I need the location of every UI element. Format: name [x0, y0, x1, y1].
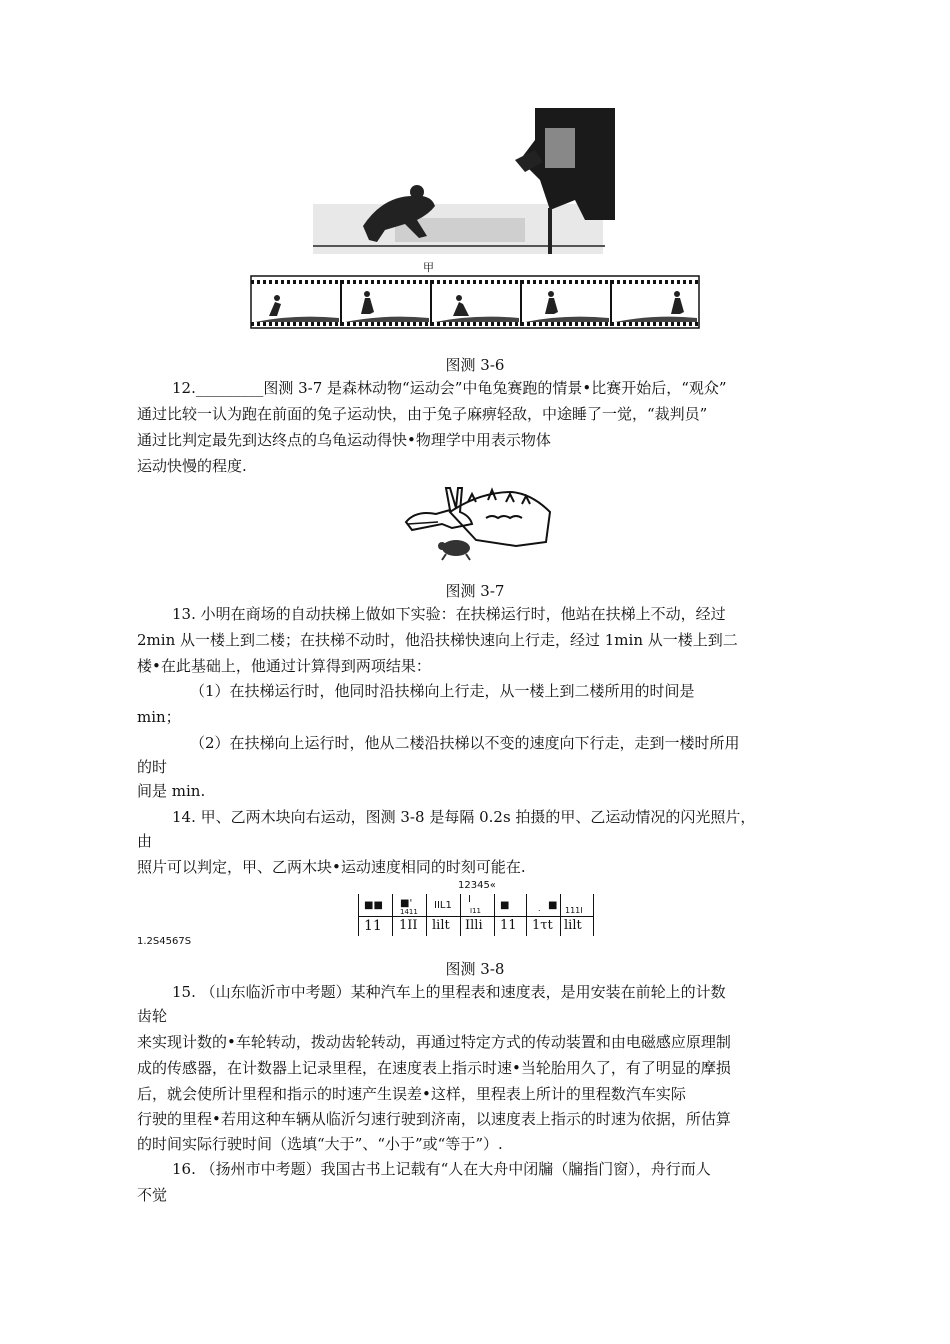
q13-line-8: 间是 min. [137, 782, 206, 800]
q13-line-4: （1）在扶梯运行时，他同时沿扶梯向上行走，从一楼上到二楼所用的时间是 [190, 682, 695, 700]
lower-cell-5: 11 [500, 918, 517, 933]
q13-line-6: （2）在扶梯向上运行时，他从二楼沿扶梯以不变的速度向下行走，走到一楼时所用 [190, 734, 740, 752]
lower-cell-3: lilt [432, 918, 450, 933]
q13-line-1: 13. 小明在商场的自动扶梯上做如下实验：在扶梯运行时，他站在扶梯上不动，经过 [172, 605, 726, 623]
photo-jia [313, 108, 615, 254]
q15-line-5: 后，就会使所计里程和指示的时速产生误差•这样，里程表上所计的里程数汽车实际 [137, 1085, 686, 1103]
q13-line-7: 的时 [137, 758, 168, 776]
q12-line-2: 通过比较一认为跑在前面的兔子运动快，由于兔子麻痹轻敌，中途睡了一觉，“裁判员” [137, 405, 708, 423]
upper-cell-2: ■' [400, 898, 413, 909]
upper-cell-4: I [468, 894, 471, 905]
q12-line-1: 12._________图测 3-7 是森林动物“运动会”中龟兔赛跑的情景•比赛开始后，“观众” [172, 379, 727, 397]
film-strip [251, 276, 699, 328]
upper-small-4: I11 [470, 907, 481, 915]
lower-cell-7: lilt [564, 918, 582, 933]
q15-line-7: 的时间实际行驶时间（选填“大于”、“小于”或“等于”）. [137, 1135, 503, 1153]
tortoise-hare-illustration [398, 482, 553, 562]
figure-3-7 [398, 482, 553, 562]
q15-line-2: 齿轮 [137, 1007, 168, 1025]
figure-3-6-image [245, 108, 705, 340]
q14-line-2: 由 [137, 832, 153, 850]
q15-line-1: 15. （山东临沂市中考题）某种汽车上的里程表和速度表，是用安装在前轮上的计数 [172, 983, 726, 1001]
lower-cell-2: 1II [399, 918, 418, 933]
q14-line-3: 照片可以判定，甲、乙两木块•运动速度相同的时刻可能在. [137, 858, 526, 876]
q15-line-6: 行驶的里程•若用这种车辆从临沂匀速行驶到济南，以速度表上指示的时速为依据，所估算 [137, 1110, 731, 1128]
upper-small-7: 111I [565, 906, 583, 915]
upper-small-2: 1411 [400, 908, 418, 916]
q13-line-2: 2min 从一楼上到二楼；在扶梯不动时，他沿扶梯快速向上行走，经过 1min 从一楼上到二 [137, 631, 738, 649]
figure-3-8-caption: 图测 3-8 [445, 960, 505, 978]
figure-3-6 [245, 108, 705, 340]
q12-line-3: 通过比判定最先到达终点的乌龟运动得快•物理学中用表示物体 [137, 431, 551, 449]
q15-line-3: 来实现计数的•车轮转动，拨动齿轮转动，再通过特定方式的传动装置和由电磁感应原理制 [137, 1033, 731, 1051]
figure-3-7-caption: 图测 3-7 [445, 582, 505, 600]
upper-cell-5: ■ [500, 900, 510, 911]
figure-3-8 [137, 880, 617, 948]
q15-line-4: 成的传感器，在计数器上记录里程，在速度表上指示时速•当轮胎用久了，有了明显的摩损 [137, 1059, 731, 1077]
upper-small-6: . [538, 904, 541, 913]
q16-line-2: 不觉 [137, 1186, 168, 1204]
q13-line-5: min； [137, 708, 181, 726]
figure-3-6-caption: 图测 3-6 [445, 356, 505, 374]
q16-line-1: 16. （扬州市中考题）我国古书上记载有“人在大舟中闭牖（牖指门窗），舟行而人 [172, 1160, 711, 1178]
panel-label-jia: 甲 [423, 261, 434, 274]
q12-line-4: 运动快慢的程度. [137, 457, 247, 475]
lower-cell-1: 11 [364, 918, 382, 934]
flash-photo-grid [358, 894, 594, 936]
upper-cell-7: ■ [548, 900, 558, 911]
upper-cell-3: IIL1 [434, 900, 452, 911]
lower-cell-6: 1τt [532, 918, 553, 933]
q14-line-1: 14. 甲、乙两木块向右运动，图测 3-8 是每隔 0.2s 拍摄的甲、乙运动情况的闪光照片， [172, 808, 756, 826]
upper-cell-1: ■■ [364, 900, 383, 911]
figure-3-8-bottom-label: 1.2S4567S [137, 936, 192, 947]
lower-cell-4: Illi [465, 918, 483, 933]
figure-3-8-top-label: 12345« [458, 880, 496, 891]
q13-line-3: 楼•在此基础上，他通过计算得到两项结果： [137, 657, 431, 675]
